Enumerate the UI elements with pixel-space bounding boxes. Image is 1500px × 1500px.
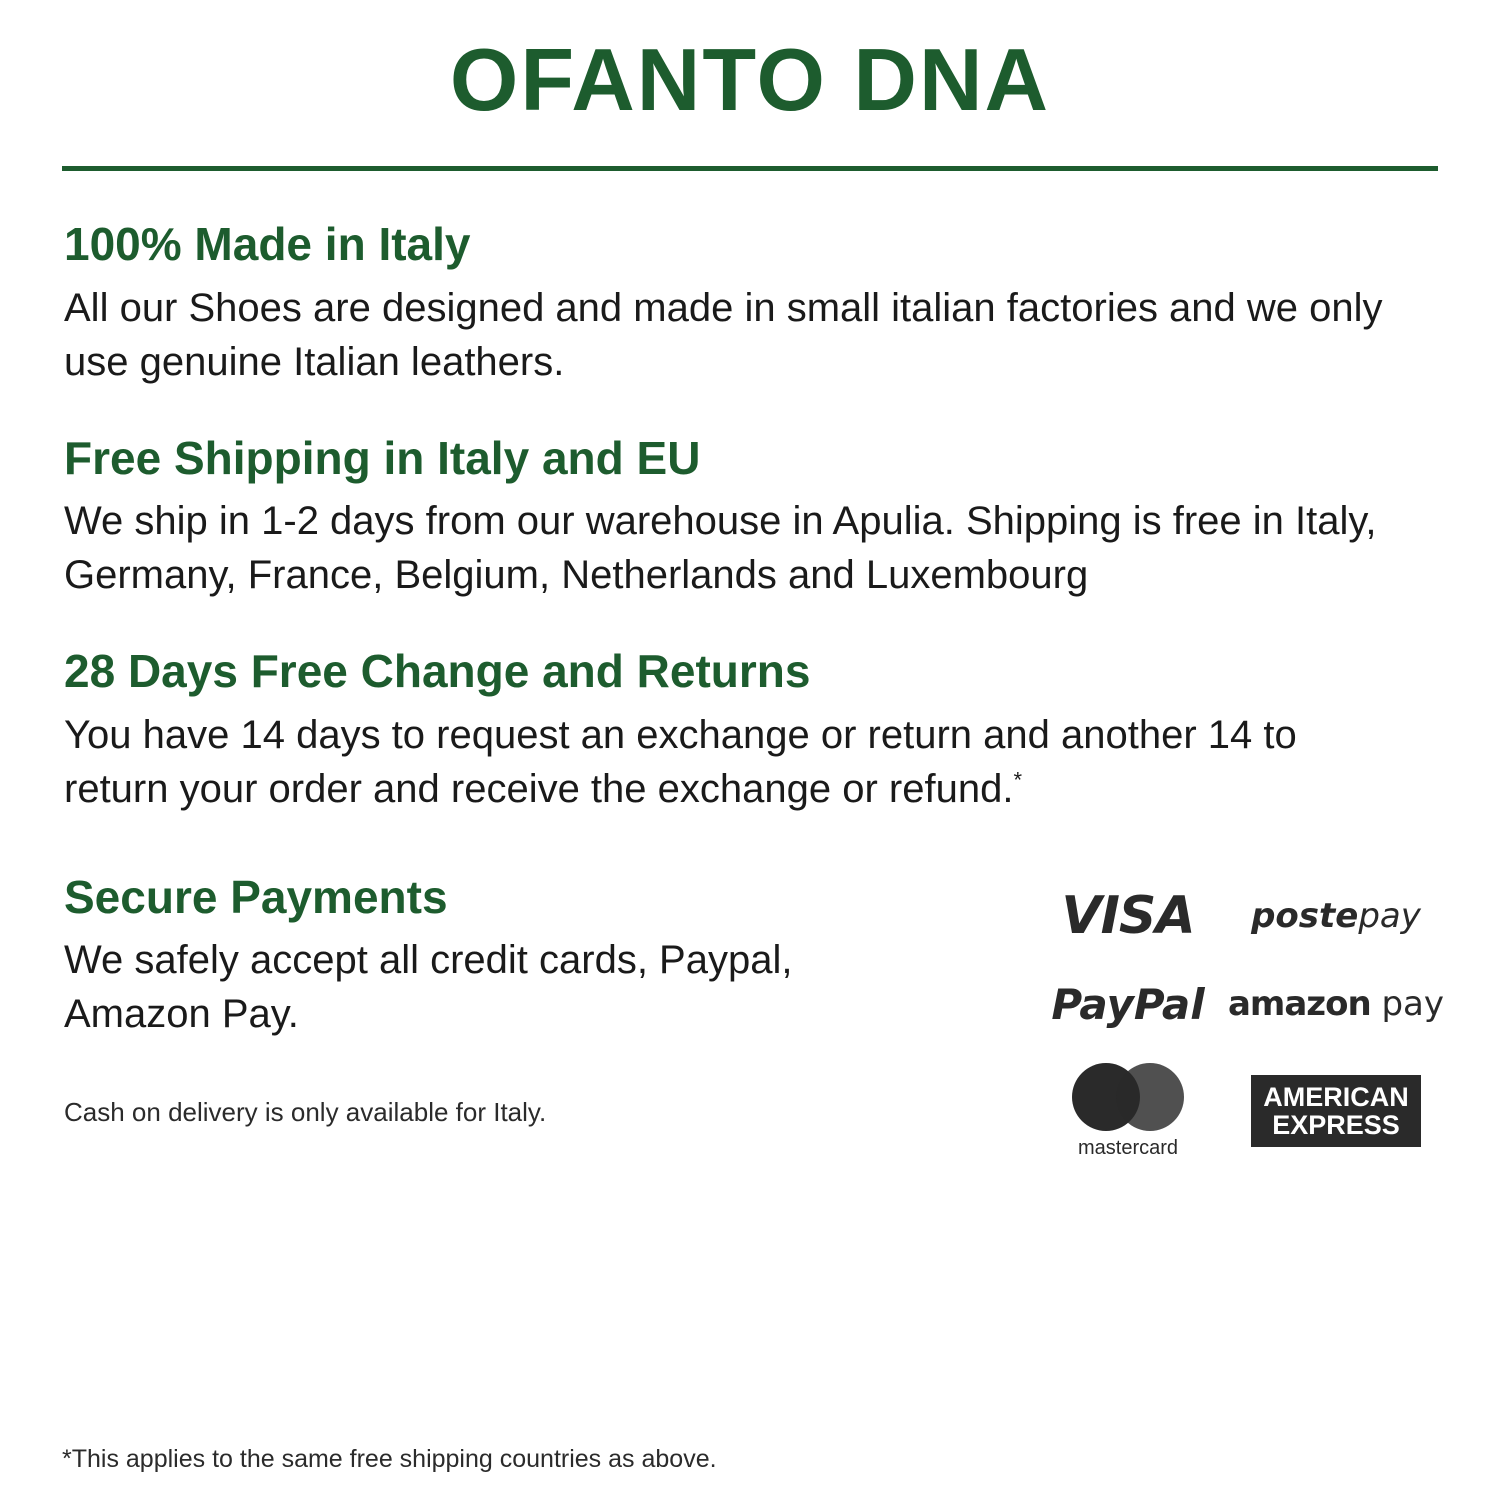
american-express-icon bbox=[1251, 1075, 1421, 1148]
title-divider bbox=[62, 166, 1438, 171]
postepay-label-rest: pay bbox=[1358, 895, 1421, 936]
section-body bbox=[64, 708, 1394, 816]
mastercard-circles bbox=[1072, 1063, 1184, 1131]
section-secure-payments bbox=[62, 870, 1445, 1160]
section-body: All our Shoes are designed and made in small italian factories and we only use genuine Italian leathers. bbox=[64, 285, 1383, 384]
amex-line-2: EXPRESS bbox=[1272, 1110, 1400, 1141]
footnote-text: *This applies to the same free shipping countries as above. bbox=[62, 1445, 717, 1473]
section-body-text: You have 14 days to request an exchange or return and another 14 to return your order and receive the exchange or refund. bbox=[64, 712, 1297, 811]
mastercard-circle-right bbox=[1116, 1063, 1184, 1131]
amazon-label-bold: amazon bbox=[1227, 984, 1371, 1025]
section-free-shipping bbox=[62, 433, 1438, 603]
section-body: We safely accept all credit cards, Paypal, Amazon Pay. bbox=[64, 938, 793, 1037]
section-heading: Secure Payments bbox=[64, 870, 448, 923]
page-title: OFANTO DNA bbox=[449, 30, 1051, 129]
section-heading: 100% Made in Italy bbox=[64, 218, 471, 270]
section-heading: Free Shipping in Italy and EU bbox=[64, 431, 701, 484]
amazon-pay-icon bbox=[1228, 984, 1444, 1024]
payment-logos bbox=[1038, 885, 1445, 1160]
footnote-marker: * bbox=[1013, 767, 1023, 793]
postepay-icon bbox=[1251, 896, 1421, 936]
cash-on-delivery-note: Cash on delivery is only available for Italy. bbox=[64, 1097, 547, 1128]
section-heading: 28 Days Free Change and Returns bbox=[64, 645, 811, 698]
section-body: We ship in 1-2 days from our warehouse in Apulia. Shipping is free in Italy, Germany, France, Belgium, Netherlands and Luxembourg bbox=[64, 499, 1377, 598]
mastercard-icon bbox=[1072, 1063, 1184, 1160]
payments-text-block bbox=[62, 872, 944, 1129]
section-made-in-italy bbox=[62, 219, 1438, 389]
paypal-icon: PayPal bbox=[1051, 979, 1205, 1029]
section-returns bbox=[62, 646, 1438, 816]
amex-line-1: AMERICAN bbox=[1263, 1081, 1409, 1112]
amazon-label-rest: pay bbox=[1370, 984, 1445, 1025]
visa-icon: VISA bbox=[1061, 885, 1195, 946]
postepay-label-bold: poste bbox=[1251, 895, 1359, 936]
mastercard-label: mastercard bbox=[1077, 1136, 1179, 1159]
